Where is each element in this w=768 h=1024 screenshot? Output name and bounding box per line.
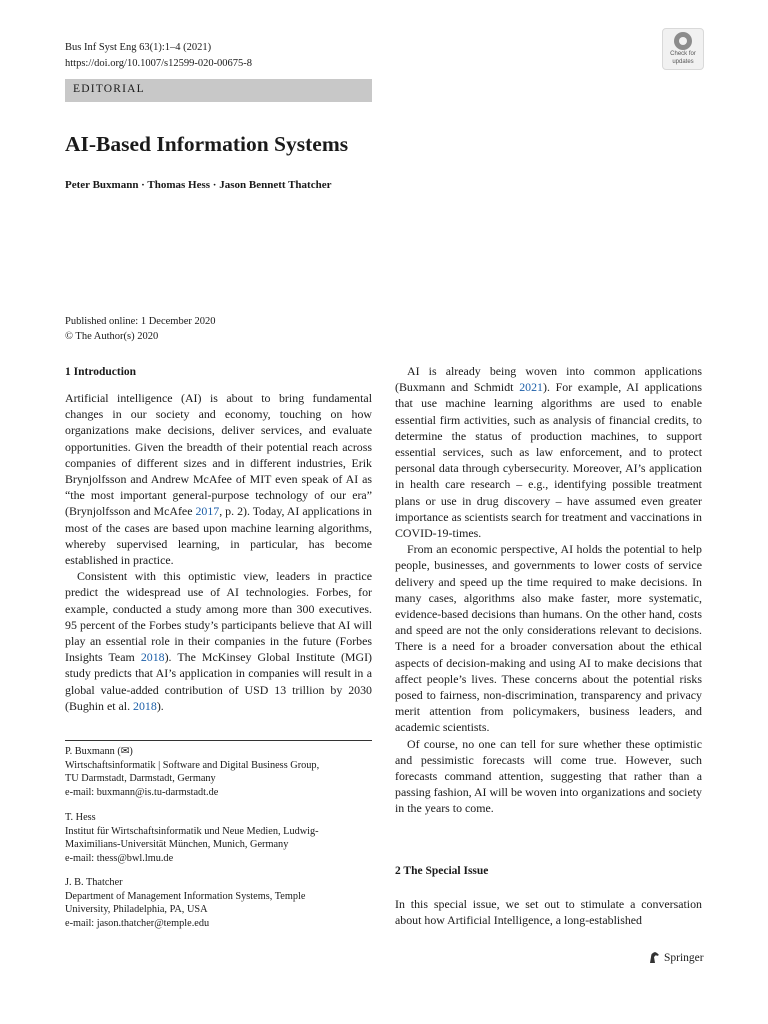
affiliation-block — [65, 876, 372, 930]
affiliation-line: University, Philadelphia, PA, USA — [65, 904, 208, 915]
citation-link[interactable]: 2018 — [140, 650, 165, 665]
check-updates-icon — [674, 32, 692, 50]
paragraph — [65, 568, 372, 714]
section-heading-special-issue: 2 The Special Issue — [395, 865, 489, 877]
affiliation-line: TU Darmstadt, Darmstadt, Germany — [65, 773, 216, 784]
paragraph-text: Consistent with this optimistic view, leaders in practice predict the widespread use of AI technologies. Forbes, for example, conducted a study among more than 300 executives. 95 percent of the Forbes study’s participants believe that AI will play an essential role in their companies in the future (Forbes Insights Team — [65, 569, 372, 665]
affiliation-email[interactable]: e-mail: jason.thatcher@temple.edu — [65, 917, 210, 929]
paragraph-text: Artificial intelligence (AI) is about to bring fundamental changes in our society and economy, touching on how organizations make decisions, deliver services, and evaluate opportunities. Given the breadth of their potential reach across companies of different sizes and in different industries, Erik Brynjolfsson and Andrew McAfee of MIT even speak of AI as “the most important general-purpose technology of our era” (Brynjolfsson and McAfee — [65, 391, 372, 519]
intro-column-right — [395, 363, 702, 817]
paragraph: In this special issue, we set out to stimulate a conversation about how Artificial Intelligence, a long-established — [395, 897, 702, 928]
affiliation-line: Maximilians-Universität München, Munich, Germany — [65, 839, 289, 850]
paragraph — [395, 363, 702, 541]
paragraph-text: ). The McKinsey Global Institute (MGI) study predicts that AI’s application in companies will result in a global value-added contribution of USD 13 trillion by 2030 (Bughin et al. — [65, 650, 373, 713]
paragraph — [65, 390, 372, 568]
affiliation-line: Department of Management Information Systems, Temple — [65, 890, 306, 902]
publisher-logo — [648, 951, 704, 964]
affiliation-block — [65, 745, 372, 799]
paragraph-text: AI is already being woven into common applications (Buxmann and Schmidt — [395, 364, 702, 395]
article-title: AI-Based Information Systems — [65, 132, 349, 156]
check-updates-label-2: updates — [672, 58, 694, 65]
article-type-label: EDITORIAL — [73, 83, 145, 95]
copyright-notice: © The Author(s) 2020 — [65, 331, 159, 342]
check-for-updates-button[interactable] — [662, 28, 704, 70]
citation-link[interactable]: 2021 — [519, 380, 543, 395]
author-list: Peter Buxmann · Thomas Hess · Jason Bennett Thatcher — [65, 179, 332, 191]
affiliation-line: Wirtschaftsinformatik | Software and Digital Business Group, — [65, 759, 320, 771]
special-issue-column — [395, 896, 702, 928]
footnote-divider — [65, 740, 372, 741]
paragraph-text: ). For example, AI applications that use machine learning algorithms are used to enable essential firm activities, such as analysis of financial credits, to determine the status of production machines, to support essential services, such as law enforcement, and to protect personal data through cybersecurity. Moreover, AI’s application in health care research – e.g., identifying possible treatment plans or use in drug discovery – have assumed even greater importance as scientists search for treatment and vaccinations in COVID-19-times. — [395, 380, 702, 541]
paragraph-text: ). — [156, 698, 164, 713]
published-date: Published online: 1 December 2020 — [65, 316, 216, 327]
article-type-badge — [65, 79, 372, 102]
intro-column-left — [65, 390, 372, 714]
citation-link[interactable]: 2017 — [195, 504, 220, 519]
affiliation-line: Institut für Wirtschaftsinformatik und Neue Medien, Ludwig- — [65, 825, 319, 837]
publication-info — [65, 314, 215, 344]
journal-citation: Bus Inf Syst Eng 63(1):1–4 (2021) — [65, 42, 212, 53]
doi-link[interactable]: https://doi.org/10.1007/s12599-020-00675-8 — [65, 58, 253, 69]
affiliation-email[interactable]: e-mail: thess@bwl.lmu.de — [65, 852, 174, 864]
springer-horse-icon — [648, 951, 660, 964]
affiliation-name: J. B. Thatcher — [65, 877, 123, 888]
affiliation-name: T. Hess — [65, 812, 96, 823]
affiliation-name: P. Buxmann (✉) — [65, 746, 133, 757]
paragraph: From an economic perspective, AI holds the potential to help people, businesses, and governments to lower costs of service delivery and speed up the time required to make decisions. In many cases, algorithms also make faster, more systematic, evidence-based decisions than humans. On the other hand, costs and speed are not the only considerations relevant to decisions. There is a need for a broader conversation about the ethical aspects of decision-making and using AI to make decisions that affect people’s lives. These concerns about the potential risks posed to fairness, non-discrimination, transparency and privacy merit attention from policymakers, business leaders, and academic scientists. — [395, 542, 702, 735]
paragraph: Of course, no one can tell for sure whether these optimistic and pessimistic forecasts will come true. However, such forecasts command attention, suggesting that rather than a passing fashion, AI will be woven into organizations and society in the years to come. — [395, 736, 702, 816]
affiliation-email[interactable]: e-mail: buxmann@is.tu-darmstadt.de — [65, 786, 219, 798]
citation-link[interactable]: 2018 — [133, 698, 157, 713]
affiliation-block — [65, 811, 372, 865]
paragraph-text: , p. 2). Today, AI applications in most of the cases are based upon machine learning algorithms, whereby supervised learning, in particular, has become established in practice. — [65, 504, 372, 568]
section-heading-introduction: 1 Introduction — [65, 366, 137, 378]
check-updates-label-1: Check for — [670, 51, 696, 57]
publisher-name: Springer — [664, 951, 704, 964]
